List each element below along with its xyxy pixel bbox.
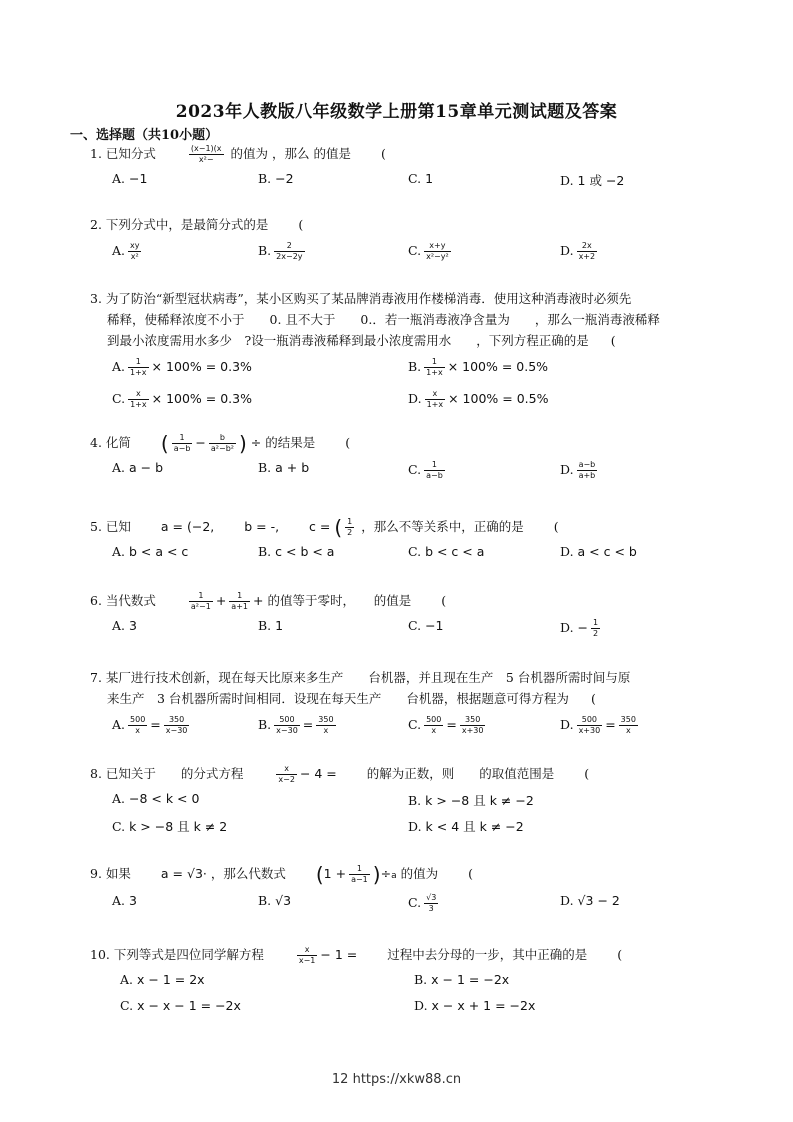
q3-option-b[interactable]: B. $\frac{1}{1+x}$ × 100% = 0.5% [408, 357, 549, 377]
q3-answer-paren: ( [610, 333, 616, 348]
q2-number: 2. [90, 217, 102, 232]
q5-answer-paren: ( [553, 519, 559, 534]
q3-line-2: 稀释，使稀释浓度不小于 0. 且不大于 0.．若一瓶消毒液净含量为 ，那么一瓶消毒液稀释 [107, 312, 660, 327]
q4-option-d[interactable]: D. $\frac{a-b}{a+b}$ [560, 460, 596, 480]
question-10: 10. 下列等式是四位同学解方程 $\frac{x}{x-1}$ − 1 = 过程中去分母的一步，其中正确的是 ( A. x − 1 = 2x B. x − 1 = −2x C. x − x − 1 = −2x D. x − x + 1 = −2x [90, 944, 730, 1024]
q7-options [90, 715, 730, 739]
question-4: 4. 化简 ( $\frac{1}{a-b}$ − $\frac{b}{\text{a²−b²}}$ ) ÷ 的结果是 ( A. a − b B. a + b C. $\frac{1}{a-b}$ D. $\frac{a-b}{a+b}$ [90, 432, 730, 484]
q7-option-c[interactable]: C. $\frac{500}{x}$ = $\frac{350}{x+30}$ [408, 715, 484, 735]
q4-options [90, 460, 730, 484]
q7-option-a[interactable]: A. $\frac{500}{x}$ = $\frac{350}{x-30}$ [112, 715, 188, 735]
question-1 [90, 143, 730, 195]
q7-line-1: 7. 某厂进行技术创新，现在每天比原来多生产 台机器，并且现在生产 5 台机器所需时间与原 [90, 670, 631, 685]
q1-text-1: 已知分式 [105, 146, 156, 161]
q8-option-a[interactable]: A. −8 < k < 0 [112, 791, 200, 806]
q9-option-a[interactable]: A. 3 [112, 893, 137, 908]
q1-option-c[interactable]: C. 1 [408, 171, 434, 186]
section-heading: 一、选择题（共10小题） [70, 128, 219, 143]
q1-number: 1. [90, 146, 102, 161]
q2-option-d[interactable]: D. $\frac{2x}{x+2}$ [560, 241, 596, 261]
q6-text-1: 当代数式 [105, 593, 156, 608]
page-title: 2023年人教版八年级数学上册第15章单元测试题及答案 [175, 102, 618, 122]
q9-answer-paren: ( [468, 866, 473, 881]
q4-text-1: 化简 [105, 435, 131, 450]
question-6: 6. 当代数式 $\frac{1}{\text{a²−1}}$ + $\frac{1}{a+1}$ + 的值等于零时， 的值是 ( A. 3 B. 1 C. −1 D. − $\frac{1}{2}$ [90, 590, 730, 642]
q1-options [90, 171, 730, 195]
q1-text-2: 的值为 ，那么 的值是 [230, 146, 351, 161]
q9-option-c[interactable]: C. $\frac{√3}{3}$ [408, 893, 437, 913]
q5-option-b[interactable]: B. c < b < a [258, 544, 335, 559]
q6-answer-paren: ( [441, 593, 447, 608]
q9-text-3: 的值为 [400, 866, 439, 881]
q10-option-b[interactable]: B. x − 1 = −2x [414, 972, 510, 987]
q8-answer-paren: ( [584, 766, 590, 781]
q8-text-1: 已知关于 的分式方程 [105, 766, 244, 781]
q10-options [90, 972, 730, 1024]
q8-options [90, 791, 730, 843]
q4-option-a[interactable]: A. a − b [112, 460, 164, 475]
q5-option-c[interactable]: C. b < c < a [408, 544, 485, 559]
q6-option-c[interactable]: C. −1 [408, 618, 444, 633]
q6-option-b[interactable]: B. 1 [258, 618, 284, 633]
q5-expr-b: b = -, [244, 519, 280, 534]
q1-answer-paren: ( [380, 146, 386, 161]
q8-number: 8. [90, 766, 102, 781]
q10-option-c[interactable]: C. x − x − 1 = −2x [120, 998, 241, 1013]
q3-options [90, 357, 730, 415]
q10-option-d[interactable]: D. x − x + 1 = −2x [414, 998, 536, 1013]
q8-option-d[interactable]: D. k < 4 且 k ≠ −2 [408, 819, 524, 834]
q4-text-2: 的结果是 [265, 435, 316, 450]
q2-option-a[interactable]: A. $\frac{xy}{\text{x²}}$ [112, 241, 140, 261]
q4-option-c[interactable]: C. $\frac{1}{a-b}$ [408, 460, 443, 480]
q10-text-1: 下列等式是四位同学解方程 [113, 947, 264, 962]
q2-option-c[interactable]: C. $\frac{x+y}{\text{x²−y²}}$ [408, 241, 449, 261]
q8-option-c[interactable]: C. k > −8 且 k ≠ 2 [112, 819, 228, 834]
q9-option-b[interactable]: B. √3 [258, 893, 292, 908]
q9-text-2: ，那么代数式 [210, 866, 286, 881]
q7-option-b[interactable]: B. $\frac{500}{x-30}$ = $\frac{350}{x}$ [258, 715, 334, 735]
q8-text-2: 的解为正数，则 的取值范围是 [366, 766, 555, 781]
q5-number: 5. [90, 519, 102, 534]
q9-text-1: 如果 [105, 866, 131, 881]
q9-expr: a = √3· [160, 866, 207, 881]
q10-answer-paren: ( [617, 947, 623, 962]
q4-answer-paren: ( [345, 435, 351, 450]
q7-answer-paren: ( [590, 691, 596, 706]
question-7 [90, 667, 730, 739]
q5-option-d[interactable]: D. a < c < b [560, 544, 637, 559]
q2-answer-paren: ( [298, 217, 304, 232]
q5-options [90, 544, 730, 568]
q7-line-2: 来生产 3 台机器所需时间相同．设现在每天生产 台机器，根据题意可得方程为 ( [107, 691, 596, 706]
q8-option-b[interactable]: B. k > −8 且 k ≠ −2 [408, 793, 534, 808]
question-9: 9. 如果 a = √3· ，那么代数式 (1 + $\frac{1}{a-1}$ )÷a 的值为 ( A. 3 B. √3 C. $\frac{√3}{3}$ D. √3 − 2 [90, 863, 730, 917]
q6-text-2: 的值等于零时， 的值是 [267, 593, 412, 608]
q10-option-a[interactable]: A. x − 1 = 2x [120, 972, 205, 987]
q2-option-b[interactable]: B. $\frac{2}{2x-2y}$ [258, 241, 303, 261]
q4-option-b[interactable]: B. a + b [258, 460, 310, 475]
q3-line-1: 3. 为了防治“新型冠状病毒”，某小区购买了某品牌消毒液用作楼梯消毒．使用这种消毒液时必须先 [90, 291, 632, 306]
q1-option-d[interactable]: D. 1 或 −2 [560, 173, 625, 188]
q7-option-d[interactable]: D. $\frac{500}{x+30}$ = $\frac{350}{x}$ [560, 715, 636, 735]
q2-options [90, 241, 730, 265]
q3-option-a[interactable]: A. $\frac{1}{1+x}$ × 100% = 0.3% [112, 357, 252, 377]
question-8: 8. 已知关于 的分式方程 $\frac{x}{x-2}$ − 4 = 的解为正数，则 的取值范围是 ( A. −8 < k < 0 B. k > −8 且 k ≠ −2 C. k > −8 且 k ≠ 2 D. k < 4 且 k ≠ −2 [90, 763, 730, 843]
q1-option-b[interactable]: B. −2 [258, 171, 294, 186]
q9-number: 9. [90, 866, 102, 881]
q6-options [90, 618, 730, 642]
q5-expr-a: a = (−2, [160, 519, 215, 534]
q1-option-a[interactable]: A. −1 [112, 171, 148, 186]
q5-expr-c: c = [309, 519, 335, 534]
q6-option-a[interactable]: A. 3 [112, 618, 137, 633]
q6-number: 6. [90, 593, 102, 608]
q3-option-d[interactable]: D. $\frac{x}{1+x}$ × 100% = 0.5% [408, 389, 549, 409]
q5-text-1: 已知 [105, 519, 131, 534]
q10-text-2: 过程中去分母的一步，其中正确的是 [387, 947, 588, 962]
question-3 [90, 288, 730, 415]
question-5: 5. 已知 a = (−2, b = -, c = ( $\frac{1}{2}$ ，那么不等关系中，正确的是 ( A. b < a < c B. c < b < a C. b < c < a D. a < c < b [90, 516, 730, 568]
page-footer: 12 https://xkw88.cn [331, 1072, 462, 1087]
q1-fraction: $\frac{(x-1)(x}{\text{x²−}}$ [190, 144, 222, 164]
q3-option-c[interactable]: C. $\frac{x}{1+x}$ × 100% = 0.3% [112, 389, 252, 409]
question-2 [90, 214, 730, 265]
q5-text-2: ，那么不等关系中，正确的是 [361, 519, 524, 534]
q9-options [90, 893, 730, 917]
q4-number: 4. [90, 435, 102, 450]
q5-option-a[interactable]: A. b < a < c [112, 544, 189, 559]
q10-number: 10. [90, 947, 110, 962]
q6-option-d[interactable]: D. − $\frac{1}{2}$ [560, 618, 599, 638]
q9-option-d[interactable]: D. √3 − 2 [560, 893, 620, 908]
q3-line-3: 到最小浓度需用水多少 ?设一瓶消毒液稀释到最小浓度需用水 ，下列方程正确的是 ( [107, 333, 616, 348]
q2-text: 下列分式中，是最简分式的是 [105, 217, 269, 232]
